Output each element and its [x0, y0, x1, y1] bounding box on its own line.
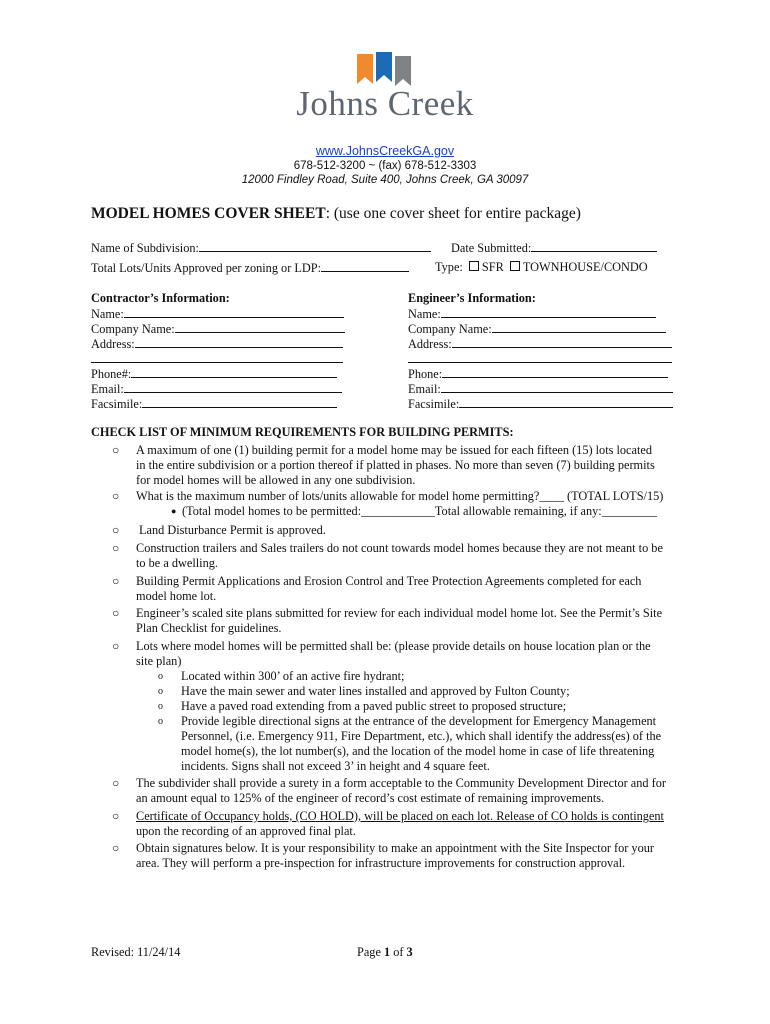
engineer-fax-label: Facsimile:: [408, 397, 460, 411]
subdivision-field[interactable]: [199, 240, 431, 252]
contractor-email-label: Email:: [91, 382, 124, 396]
contractor-address-field[interactable]: [135, 336, 343, 348]
engineer-address-label: Address:: [408, 337, 452, 351]
item-4-line: Construction trailers and Sales trailers do not count towards model homes because they are not meant to be: [136, 541, 663, 555]
checklist-item-7-sub-2: Have the main sewer and water lines installed and approved by Fulton County;: [181, 684, 570, 698]
subdivision-row: [91, 240, 431, 256]
checklist-item-8: [136, 776, 666, 806]
contractor-name-field[interactable]: [124, 306, 344, 318]
item-10-line: area. They will perform a pre-inspection for infrastructure improvements for construction approval.: [136, 856, 626, 870]
page-prefix: Page: [357, 945, 384, 959]
engineer-email-field[interactable]: [441, 381, 673, 393]
sub-4-line: Provide legible directional signs at the entrance of the development for Emergency Management: [181, 714, 657, 728]
checklist-item-4: [136, 541, 663, 571]
subdivision-label: Name of Subdivision:: [91, 241, 199, 255]
title-sub: : (use one cover sheet for entire package): [325, 205, 581, 222]
contractor-email-row: [91, 381, 342, 397]
bullet-circle-icon: ○: [112, 489, 120, 503]
total-lots-row: [91, 260, 409, 276]
page-number: [357, 945, 413, 960]
engineer-fax-row: [408, 396, 673, 412]
engineer-email-label: Email:: [408, 382, 441, 396]
engineer-name-row: [408, 306, 656, 322]
date-field[interactable]: [531, 240, 657, 252]
checklist-item-10: [136, 841, 654, 871]
sub-4-line: model home(s), the lot number(s), and the location of the model home in case of life threatening: [181, 744, 655, 758]
sub-bullet-icon: o: [158, 686, 163, 697]
bullet-circle-icon: ○: [112, 809, 120, 823]
engineer-phone-label: Phone:: [408, 367, 443, 381]
checklist-item-3: Land Disturbance Permit is approved.: [139, 523, 326, 537]
sub-bullet-icon: o: [158, 701, 163, 712]
contractor-company-label: Company Name:: [91, 322, 175, 336]
sub-bullet-icon: o: [158, 716, 163, 727]
engineer-company-row: [408, 321, 666, 337]
page-title: [91, 205, 581, 223]
checklist-item-7-sub-4: [181, 714, 661, 774]
contractor-name-label: Name:: [91, 307, 124, 321]
item-8-line: The subdivider shall provide a surety in a form acceptable to the Community Development Director and for: [136, 776, 666, 790]
bullet-dot-icon: ●: [171, 506, 177, 516]
bullet-circle-icon: ○: [112, 639, 120, 653]
checklist-item-1: [136, 443, 655, 488]
contractor-address-label: Address:: [91, 337, 135, 351]
checklist-item-6: [136, 606, 662, 636]
page-current: 1: [383, 945, 391, 959]
date-row: [451, 240, 657, 256]
bullet-circle-icon: ○: [112, 841, 120, 855]
bullet-circle-icon: ○: [112, 541, 120, 555]
checklist-item-7-sub-1: Located within 300’ of an active fire hydrant;: [181, 669, 405, 683]
sfr-checkbox[interactable]: [469, 261, 479, 271]
item-9-line: Certificate of Occupancy holds, (CO HOLD), will be placed on each lot. Release of CO holds is contingent: [136, 809, 664, 823]
engineer-phone-row: [408, 366, 668, 382]
office-address: 12000 Findley Road, Suite 400, Johns Creek, GA 30097: [241, 174, 529, 186]
engineer-heading: Engineer’s Information:: [408, 291, 536, 305]
checklist-item-7-sub-3: Have a paved road extending from a paved public street to proposed structure;: [181, 699, 567, 713]
townhouse-label: TOWNHOUSE/CONDO: [522, 260, 648, 274]
bullet-circle-icon: ○: [112, 443, 120, 457]
contractor-company-field[interactable]: [175, 321, 345, 333]
townhouse-checkbox[interactable]: [510, 261, 520, 271]
page-total: 3: [406, 945, 413, 959]
checklist-item-2: What is the maximum number of lots/units allowable for model home permitting?____ (TOTAL LOTS/15): [136, 489, 664, 503]
type-row: [435, 260, 648, 275]
sub-bullet-icon: o: [158, 671, 163, 682]
contractor-address-row: [91, 336, 343, 352]
page-of: of: [390, 945, 407, 959]
contractor-fax-label: Facsimile:: [91, 397, 143, 411]
checklist-item-2-sub: (Total model homes to be permitted:____________Total allowable remaining, if any:_________: [182, 504, 658, 518]
item-4-line: to be a dwelling.: [136, 556, 218, 570]
contractor-phone-label: Phone#:: [91, 367, 132, 381]
title-main: MODEL HOMES COVER SHEET: [91, 205, 326, 222]
contractor-email-field[interactable]: [124, 381, 342, 393]
engineer-address-field[interactable]: [452, 336, 672, 348]
checklist-item-5: [136, 574, 641, 604]
sfr-label: SFR: [481, 260, 504, 274]
item-7-line: site plan): [136, 654, 182, 668]
item-6-line: Engineer’s scaled site plans submitted for review for each individual model home lot. See the Permit’s Site: [136, 606, 663, 620]
checklist-item-9: [136, 809, 664, 839]
engineer-phone-field[interactable]: [442, 366, 668, 378]
brand-name: Johns Creek: [296, 84, 474, 123]
checklist-item-7: [136, 639, 651, 669]
contractor-fax-field[interactable]: [142, 396, 337, 408]
type-label: Type:: [435, 260, 463, 274]
item-9-line: upon the recording of an approved final plat.: [136, 824, 356, 838]
bullet-circle-icon: ○: [112, 574, 120, 588]
sub-4-line: Personnel, (i.e. Emergency 911, Fire Department, etc.), which shall identify the address(es) of the: [181, 729, 662, 743]
engineer-fax-field[interactable]: [459, 396, 673, 408]
contractor-company-row: [91, 321, 345, 337]
item-8-line: an amount equal to 125% of the engineer of record’s cost estimate of remaining improvements.: [136, 791, 605, 805]
item-1-line: in the entire subdivision or a portion thereof if platted in phases. No more than seven (7) building permits: [136, 458, 655, 472]
checklist-heading: CHECK LIST OF MINIMUM REQUIREMENTS FOR BUILDING PERMITS:: [91, 425, 514, 439]
engineer-email-row: [408, 381, 673, 397]
contractor-fax-row: [91, 396, 337, 412]
logo-icon: [353, 52, 415, 88]
contractor-heading: Contractor’s Information:: [91, 291, 230, 305]
engineer-company-label: Company Name:: [408, 322, 492, 336]
website-link[interactable]: www.JohnsCreekGA.gov: [315, 144, 455, 158]
engineer-name-label: Name:: [408, 307, 441, 321]
date-label: Date Submitted:: [451, 241, 532, 255]
contractor-address-line2[interactable]: [91, 361, 343, 363]
total-lots-label: Total Lots/Units Approved per zoning or LDP:: [91, 261, 322, 275]
bullet-circle-icon: ○: [112, 606, 120, 620]
engineer-address-row: [408, 336, 672, 352]
phone-fax: 678-512-3200 ~ (fax) 678-512-3303: [293, 160, 477, 172]
bullet-circle-icon: ○: [112, 776, 120, 790]
item-10-line: Obtain signatures below. It is your responsibility to make an appointment with the Site Inspector for your: [136, 841, 654, 855]
item-5-line: Building Permit Applications and Erosion Control and Tree Protection Agreements completed for each: [136, 574, 642, 588]
engineer-address-line2[interactable]: [408, 361, 672, 363]
engineer-name-field[interactable]: [441, 306, 656, 318]
item-5-line: model home lot.: [136, 589, 217, 603]
total-lots-field[interactable]: [321, 260, 409, 272]
sub-4-line: incidents. Signs shall not exceed 3’ in height and 4 square feet.: [181, 759, 490, 773]
engineer-company-field[interactable]: [492, 321, 666, 333]
item-1-line: A maximum of one (1) building permit for a model home may be issued for each fifteen (15) lots located: [136, 443, 652, 457]
contractor-phone-field[interactable]: [131, 366, 337, 378]
bullet-circle-icon: ○: [112, 523, 120, 537]
item-6-line: Plan Checklist for guidelines.: [136, 621, 282, 635]
revised-date: Revised: 11/24/14: [91, 945, 181, 959]
contractor-name-row: [91, 306, 344, 322]
item-7-line: Lots where model homes will be permitted shall be: (please provide details on house location plan or the: [136, 639, 651, 653]
item-1-line: for model homes will be allowed in any one subdivision.: [136, 473, 416, 487]
contractor-phone-row: [91, 366, 337, 382]
